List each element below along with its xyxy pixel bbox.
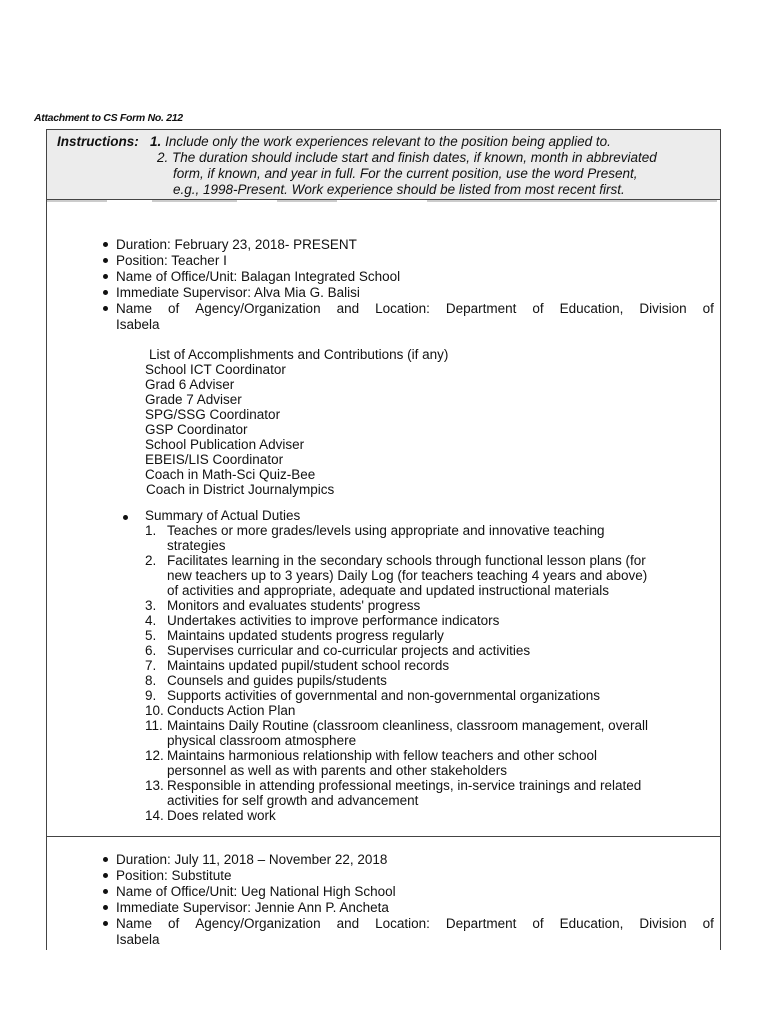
duty-number: 12. xyxy=(145,748,164,763)
accomplishments-title: List of Accomplishments and Contributions (if any) xyxy=(149,347,449,362)
duty-number: 10. xyxy=(145,703,164,718)
duty-text: activities for self growth and advancement xyxy=(167,793,419,808)
decorative-dash xyxy=(277,200,337,202)
accomplishment-item: School Publication Adviser xyxy=(145,437,305,452)
bullet-icon xyxy=(103,873,108,878)
entry-divider xyxy=(47,836,720,837)
duty-text: Does related work xyxy=(167,808,276,823)
agency-word: of xyxy=(532,301,544,316)
duty-text: Conducts Action Plan xyxy=(167,703,296,718)
accomplishment-item: Coach in District Journalympics xyxy=(146,482,335,497)
entry2-position: Position: Substitute xyxy=(116,868,232,883)
entry1-agency xyxy=(116,301,714,317)
entry2-duration: Duration: July 11, 2018 – November 22, 2018 xyxy=(116,852,388,867)
bullet-icon xyxy=(103,905,108,910)
agency-word: Education, xyxy=(559,916,624,931)
duty-number: 1. xyxy=(145,523,157,538)
duty-text: strategies xyxy=(167,538,226,553)
duty-text: Facilitates learning in the secondary schools through functional lesson plans (for xyxy=(167,553,646,568)
accomplishment-item: GSP Coordinator xyxy=(145,422,248,437)
accomplishment-item: Grade 7 Adviser xyxy=(145,392,242,407)
instructions-text-1: Include only the work experiences relevant to the position being applied to. xyxy=(165,134,611,149)
instructions-line-4: e.g., 1998-Present. Work experience should be listed from most recent first. xyxy=(173,182,625,197)
decorative-dash xyxy=(47,200,107,202)
accomplishment-item: Coach in Math-Sci Quiz-Bee xyxy=(145,467,316,482)
duty-number: 5. xyxy=(145,628,157,643)
duty-number: 7. xyxy=(145,658,157,673)
bullet-icon xyxy=(123,515,128,520)
agency-word: and xyxy=(336,301,360,316)
entry1-supervisor: Immediate Supervisor: Alva Mia G. Balisi xyxy=(116,285,360,300)
entry2-office: Name of Office/Unit: Ueg National High School xyxy=(116,884,396,899)
decorative-dash xyxy=(152,200,237,202)
duty-text: Undertakes activities to improve performance indicators xyxy=(167,613,500,628)
entry1-office: Name of Office/Unit: Balagan Integrated School xyxy=(116,269,401,284)
agency-word: of xyxy=(532,916,544,931)
entry1-duration: Duration: February 23, 2018- PRESENT xyxy=(116,237,357,252)
accomplishment-item: Grad 6 Adviser xyxy=(145,377,235,392)
attachment-label: Attachment to CS Form No. 212 xyxy=(34,112,183,124)
accomplishment-item: SPG/SSG Coordinator xyxy=(145,407,281,422)
duty-text: Responsible in attending professional meetings, in-service trainings and related xyxy=(167,778,642,793)
bullet-icon xyxy=(103,274,108,279)
duty-number: 3. xyxy=(145,598,157,613)
agency-word: Agency/Organization xyxy=(195,916,321,931)
instructions-line-2: 2. The duration should include start and finish dates, if known, month in abbreviated xyxy=(157,150,657,165)
bullet-icon xyxy=(103,889,108,894)
entry2-agency-continued: Isabela xyxy=(116,932,160,947)
duty-text: Supervises curricular and co-curricular projects and activities xyxy=(167,643,531,658)
instructions-number-1: 1. xyxy=(150,134,162,149)
agency-word: Education, xyxy=(559,301,624,316)
duty-number: 2. xyxy=(145,553,157,568)
duty-text: Teaches or more grades/levels using appropriate and innovative teaching xyxy=(167,523,605,538)
agency-word: of xyxy=(168,301,180,316)
duty-text: Maintains updated pupil/student school records xyxy=(167,658,450,673)
duty-number: 11. xyxy=(145,718,163,733)
agency-word: Division xyxy=(639,301,687,316)
duty-number: 13. xyxy=(145,778,164,793)
duty-text: personnel as well as with parents and other stakeholders xyxy=(167,763,507,778)
duty-text: of activities and appropriate, adequate and updated instructional materials xyxy=(167,583,610,598)
agency-word: Location: xyxy=(375,301,430,316)
bullet-icon xyxy=(103,857,108,862)
duty-text: physical classroom atmosphere xyxy=(167,733,357,748)
duty-text: Maintains harmonious relationship with fellow teachers and other school xyxy=(167,748,597,763)
bullet-icon xyxy=(103,306,108,311)
agency-word: of xyxy=(702,301,714,316)
instructions-line-3: form, if known, and year in full. For the current position, use the word Present, xyxy=(173,166,638,181)
entry1-agency-continued: Isabela xyxy=(116,317,160,332)
agency-word: of xyxy=(168,916,180,931)
accomplishment-item: School ICT Coordinator xyxy=(145,362,286,377)
duty-text: Maintains Daily Routine (classroom cleanliness, classroom management, overall xyxy=(167,718,648,733)
duty-text: Maintains updated students progress regularly xyxy=(167,628,444,643)
agency-word: of xyxy=(702,916,714,931)
agency-word: Agency/Organization xyxy=(195,301,321,316)
decorative-dash xyxy=(427,200,717,202)
instructions-label: Instructions: xyxy=(57,134,139,149)
duty-text: new teachers up to 3 years) Daily Log (for teachers teaching 4 years and above) xyxy=(167,568,648,583)
agency-word: Name xyxy=(116,301,153,316)
agency-word: Name xyxy=(116,916,153,931)
entry1-position: Position: Teacher I xyxy=(116,253,227,268)
duty-number: 14. xyxy=(145,808,164,823)
duty-number: 9. xyxy=(145,688,157,703)
bullet-icon xyxy=(103,290,108,295)
agency-word: Department xyxy=(445,916,517,931)
agency-word: Division xyxy=(639,916,687,931)
entry2-agency xyxy=(116,916,714,932)
bullet-icon xyxy=(103,921,108,926)
instructions-line-1 xyxy=(57,134,611,149)
agency-word: and xyxy=(336,916,360,931)
agency-word: Location: xyxy=(375,916,430,931)
duty-number: 8. xyxy=(145,673,157,688)
bullet-icon xyxy=(103,258,108,263)
duty-number: 6. xyxy=(145,643,157,658)
accomplishment-item: EBEIS/LIS Coordinator xyxy=(145,452,284,467)
entry2-supervisor: Immediate Supervisor: Jennie Ann P. Ancheta xyxy=(116,900,389,915)
summary-title: Summary of Actual Duties xyxy=(145,508,301,523)
instructions-box xyxy=(47,130,720,200)
duty-text: Monitors and evaluates students' progress xyxy=(167,598,421,613)
agency-word: Department xyxy=(445,301,517,316)
duty-text: Supports activities of governmental and non-governmental organizations xyxy=(167,688,601,703)
bullet-icon xyxy=(103,242,108,247)
duty-number: 4. xyxy=(145,613,157,628)
duty-text: Counsels and guides pupils/students xyxy=(167,673,387,688)
